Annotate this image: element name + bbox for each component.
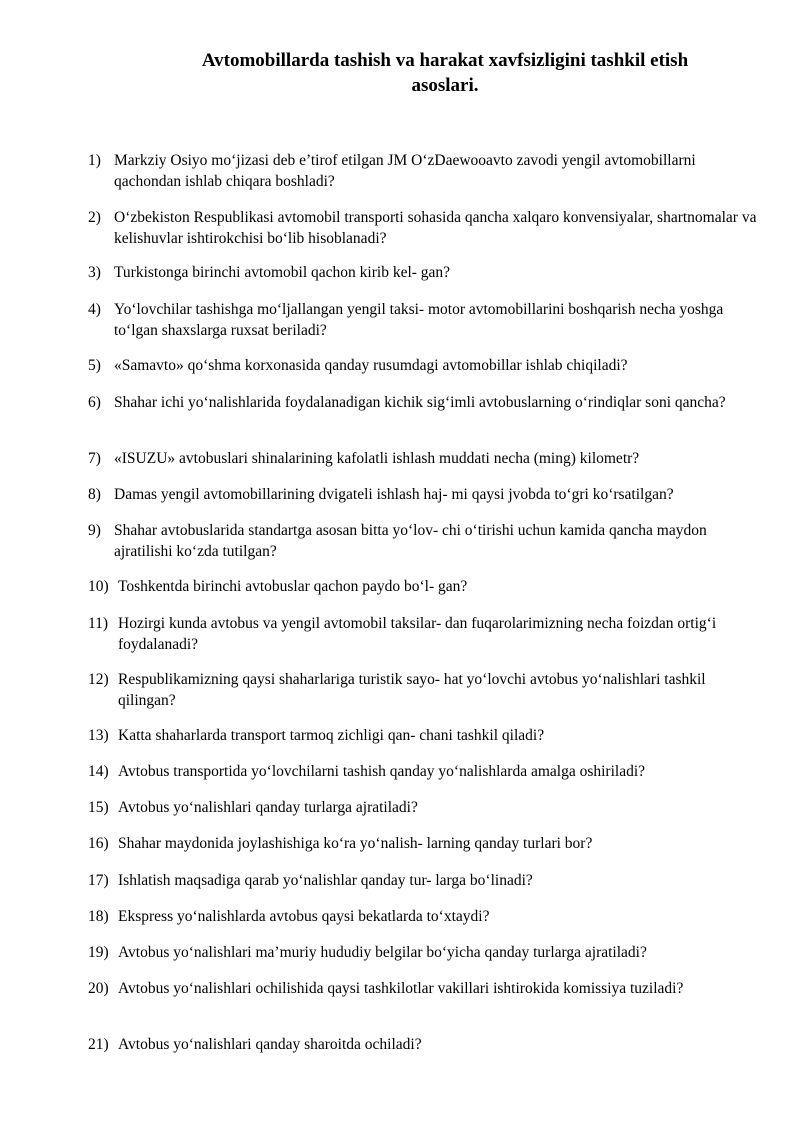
question-text: Shahar avtobuslarida standartga asosan bitta yo‘lov- chi o‘tirishi uchun kamida qancha maydon ajratilishi ko‘zda tutilgan? xyxy=(114,522,707,560)
question-item xyxy=(88,520,758,562)
question-item xyxy=(88,833,758,854)
question-item xyxy=(88,150,758,192)
question-item xyxy=(88,262,758,283)
question-number: 3) xyxy=(88,264,101,281)
question-number: 2) xyxy=(88,209,101,226)
title-line-1: Avtomobillarda tashish va harakat xavfsizligini tashkil etish xyxy=(201,50,689,71)
question-text: Katta shaharlarda transport tarmoq zichligi qan- chani tashkil qiladi? xyxy=(118,727,545,744)
question-text: Hozirgi kunda avtobus va yengil avtomobil taksilar- dan fuqarolarimizning necha foizdan ortig‘i foydalanadi? xyxy=(118,615,717,653)
question-text: Ekspress yo‘nalishlarda avtobus qaysi bekatlarda to‘xtaydi? xyxy=(118,908,490,925)
question-number: 6) xyxy=(88,394,101,411)
question-text: O‘zbekiston Respublikasi avtomobil transporti sohasida qancha xalqaro konvensiyalar, shartnomalar va kelishuvlar ishtirokchisi bo‘lib hisoblanadi? xyxy=(114,209,757,247)
question-item xyxy=(88,725,758,746)
question-text: Respublikamizning qaysi shaharlariga turistik sayo- hat yo‘lovchi avtobus yo‘nalishlari tashkil qilingan? xyxy=(118,671,706,709)
question-number: 8) xyxy=(88,486,101,503)
question-item xyxy=(88,207,758,249)
question-text: Yo‘lovchilar tashishga mo‘ljallangan yengil taksi- motor avtomobillarini boshqarish necha yoshga to‘lgan shaxslarga ruxsat beriladi? xyxy=(114,301,724,339)
question-item xyxy=(88,1034,758,1055)
question-text: Shahar ichi yo‘nalishlarida foydalanadigan kichik sig‘imli avtobuslarning o‘rindiqlar soni qancha? xyxy=(114,394,726,411)
question-number: 9) xyxy=(88,522,101,539)
question-item xyxy=(88,870,758,891)
question-item xyxy=(88,392,758,413)
question-item xyxy=(88,299,758,341)
question-item xyxy=(88,761,758,782)
question-text: «ISUZU» avtobuslari shinalarining kafolatli ishlash muddati necha (ming) kilometr? xyxy=(114,450,640,467)
question-item xyxy=(88,613,758,655)
question-number: 11) xyxy=(88,615,109,632)
document-title xyxy=(150,48,740,98)
question-text: Toshkentda birinchi avtobuslar qachon paydo bo‘l- gan? xyxy=(118,578,468,595)
question-text: Avtobus yo‘nalishlari ochilishida qaysi tashkilotlar vakillari ishtirokida komissiya tuziladi? xyxy=(118,980,684,997)
question-number: 7) xyxy=(88,450,101,467)
question-text: Avtobus yo‘nalishlari qanday turlarga ajratiladi? xyxy=(118,799,418,816)
question-text: Avtobus yo‘nalishlari qanday sharoitda ochiladi? xyxy=(118,1036,422,1053)
question-number: 17) xyxy=(88,872,109,889)
question-number: 18) xyxy=(88,908,109,925)
question-item xyxy=(88,669,758,711)
question-number: 1) xyxy=(88,152,101,169)
question-text: Avtobus yo‘nalishlari ma’muriy hududiy belgilar bo‘yicha qanday turlarga ajratiladi? xyxy=(118,944,647,961)
question-number: 21) xyxy=(88,1036,109,1053)
question-item xyxy=(88,576,758,597)
question-item xyxy=(88,355,758,376)
question-text: Markziy Osiyo mo‘jizasi deb e’tirof etilgan JM O‘zDaewooavto zavodi yengil avtomobillarni qachondan ishlab chiqara boshladi? xyxy=(114,152,696,190)
question-text: Ishlatish maqsadiga qarab yo‘nalishlar qanday tur- larga bo‘linadi? xyxy=(118,872,533,889)
question-number: 16) xyxy=(88,835,109,852)
question-item xyxy=(88,797,758,818)
question-text: «Samavto» qo‘shma korxonasida qanday rusumdagi avtomobillar ishlab chiqiladi? xyxy=(114,357,628,374)
question-number: 15) xyxy=(88,799,109,816)
title-line-2: asoslari. xyxy=(411,75,479,96)
question-number: 19) xyxy=(88,944,109,961)
question-item xyxy=(88,448,758,469)
question-text: Turkistonga birinchi avtomobil qachon kirib kel- gan? xyxy=(114,264,451,281)
question-item xyxy=(88,484,758,505)
question-number: 13) xyxy=(88,727,109,744)
question-number: 5) xyxy=(88,357,101,374)
question-item xyxy=(88,906,758,927)
question-number: 20) xyxy=(88,980,109,997)
question-item xyxy=(88,942,758,963)
question-item xyxy=(88,978,758,999)
question-number: 12) xyxy=(88,671,109,688)
question-number: 4) xyxy=(88,301,101,318)
question-number: 14) xyxy=(88,763,109,780)
question-number: 10) xyxy=(88,578,109,595)
question-text: Damas yengil avtomobillarining dvigateli ishlash haj- mi qaysi jvobda to‘gri ko‘rsatilgan? xyxy=(114,486,674,503)
question-text: Avtobus transportida yo‘lovchilarni tashish qanday yo‘nalishlarda amalga oshiriladi? xyxy=(118,763,646,780)
question-text: Shahar maydonida joylashishiga ko‘ra yo‘nalish- larning qanday turlari bor? xyxy=(118,835,593,852)
